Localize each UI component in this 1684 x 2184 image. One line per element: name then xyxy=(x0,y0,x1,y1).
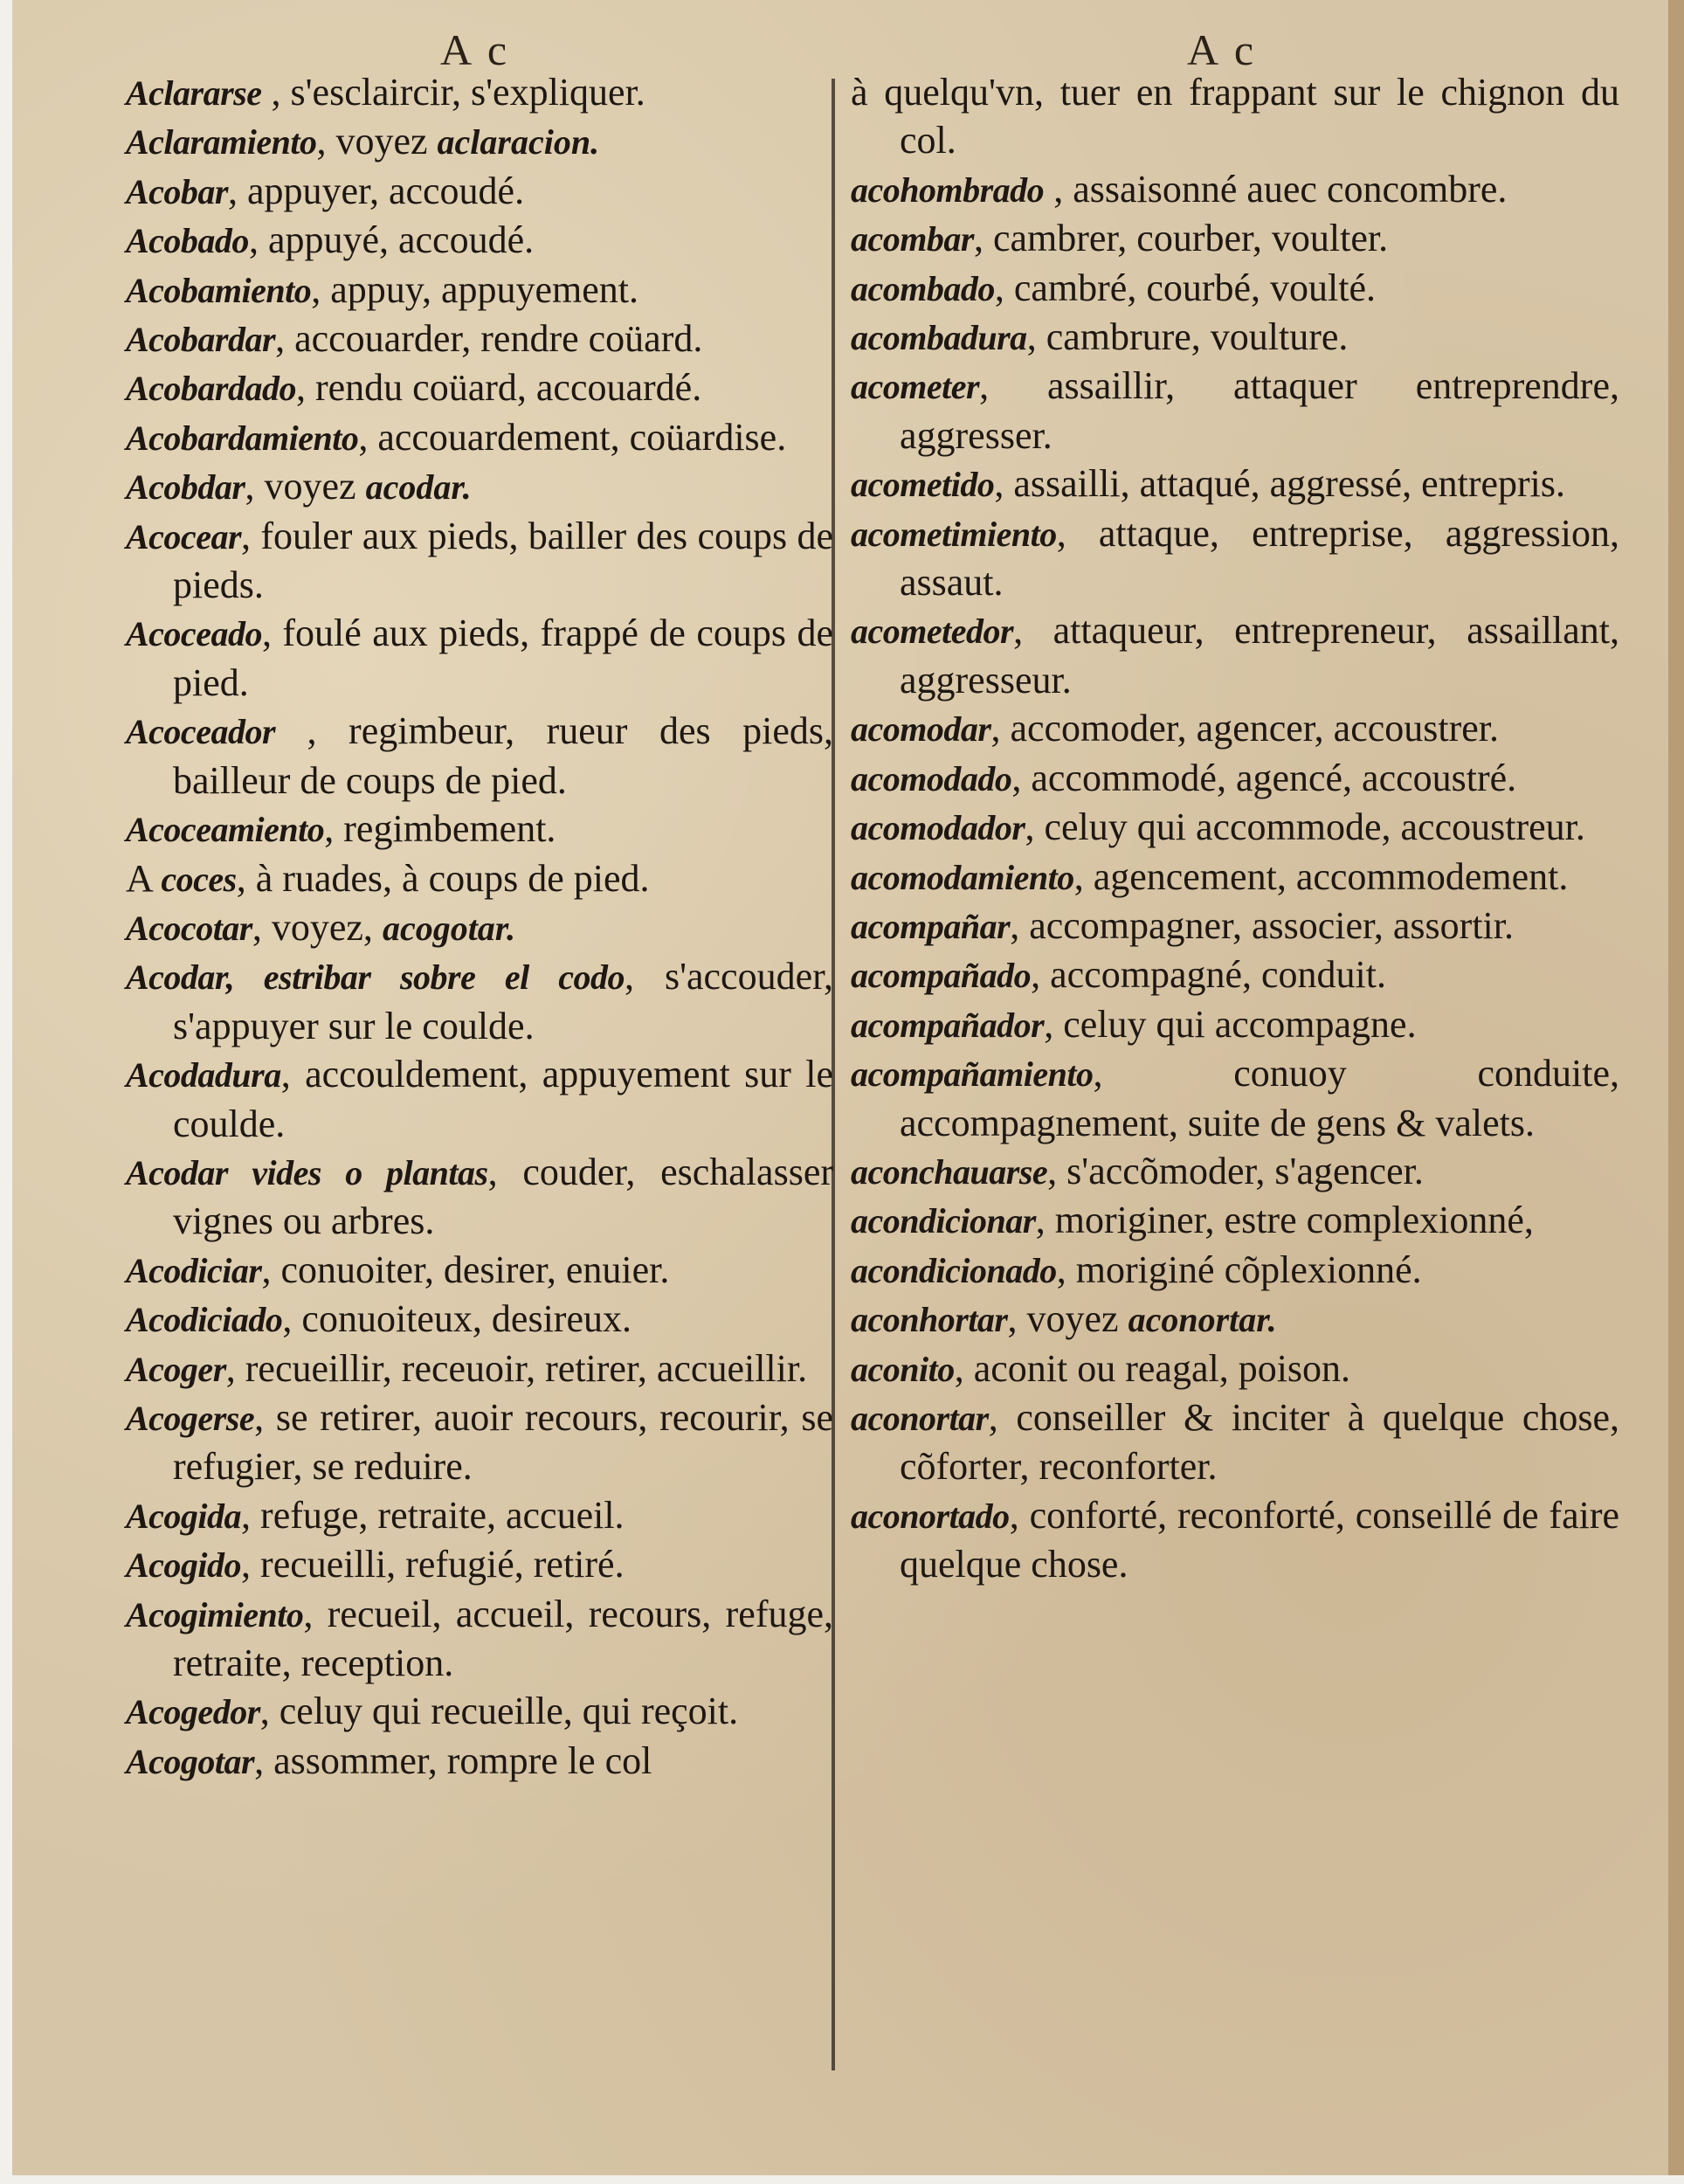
definition: , celuy qui recueille, qui reçoit. xyxy=(259,1690,739,1733)
cross-reference: aclaracion. xyxy=(437,122,600,162)
definition: , fouler aux pieds, bailler des coups de pieds. xyxy=(173,514,833,607)
headword: Acocotar xyxy=(126,908,252,948)
left-column-header: A c xyxy=(440,25,511,74)
headword: Acobado xyxy=(126,221,249,261)
dictionary-entry xyxy=(851,1049,1619,1147)
definition: , accomoder, agencer, accoustrer. xyxy=(990,707,1500,750)
definition: , accouardement, coüardise. xyxy=(358,415,787,459)
definition: , moriginé cõplexionné. xyxy=(1056,1248,1422,1291)
headword: acomodador xyxy=(851,808,1025,848)
definition: , agencement, accommodement. xyxy=(1073,854,1569,898)
dictionary-entry xyxy=(126,854,833,903)
definition: , se retirer, auoir recours, recourir, se refugier, se reduire. xyxy=(173,1395,833,1489)
definition: , conuoy conduite, accompagnement, suite de gens & valets. xyxy=(900,1052,1619,1144)
dictionary-entry xyxy=(851,902,1619,950)
dictionary-entry xyxy=(851,460,1619,508)
dictionary-entry xyxy=(851,803,1619,852)
dictionary-entry xyxy=(126,1737,833,1786)
headword: Acodadura xyxy=(126,1055,281,1095)
definition: , voyez xyxy=(1007,1297,1128,1341)
dictionary-entry xyxy=(126,1393,833,1491)
headword: aconortado xyxy=(851,1496,1010,1536)
definition: , couder, eschalasser vignes ou arbres. xyxy=(173,1150,834,1243)
headword: Acobar xyxy=(126,171,228,211)
definition: , rendu coüard, accouardé. xyxy=(296,366,702,410)
headword: acondicionar xyxy=(851,1201,1036,1241)
definition: , conseiller & inciter à quelque chose, cõforter, reconforter. xyxy=(900,1395,1619,1489)
headword: Acogido xyxy=(126,1545,242,1586)
definition: , accouldement, appuyement sur le coulde. xyxy=(173,1053,833,1145)
headword: acombado xyxy=(851,268,995,308)
dictionary-entry xyxy=(126,314,833,363)
headword: acometido xyxy=(851,465,995,505)
definition: , voyez xyxy=(316,120,438,163)
cross-reference: aconortar. xyxy=(1128,1300,1277,1340)
dictionary-entry xyxy=(126,167,833,216)
definition: , foulé aux pieds, frappé de coups de pied. xyxy=(173,612,833,704)
definition: , appuyé, accoudé. xyxy=(248,218,535,262)
definition: , attaqueur, entrepreneur, assaillant, aggresseur. xyxy=(900,609,1619,702)
dictionary-entry xyxy=(126,1148,833,1246)
dictionary-entry xyxy=(126,1687,833,1736)
headword: Acogida xyxy=(126,1496,242,1536)
definition: , à ruades, à coups de pied. xyxy=(236,856,650,900)
headword: acometimiento xyxy=(851,514,1057,554)
headword: Acodar vides o plantas xyxy=(126,1152,488,1192)
right-column-header: A c xyxy=(1187,25,1258,74)
cross-reference: acodar. xyxy=(365,467,472,508)
headword: Acodiciar xyxy=(126,1250,262,1290)
definition: , accompagné, conduit. xyxy=(1031,953,1386,997)
headword: acombar xyxy=(851,219,974,259)
dictionary-entry xyxy=(851,1196,1619,1245)
definition: , regimbement. xyxy=(324,807,556,851)
headword: aconito xyxy=(851,1349,955,1389)
headword: acometer xyxy=(851,367,980,407)
headword: Acobardado xyxy=(126,369,296,409)
headword: Acogerse xyxy=(126,1398,255,1438)
headword: acondicionado xyxy=(851,1250,1057,1290)
definition: , refuge, retraite, accueil. xyxy=(241,1493,625,1537)
definition: , aconit ou reagal, poison. xyxy=(954,1346,1351,1390)
dictionary-entry xyxy=(126,609,833,707)
dictionary-entry xyxy=(126,266,833,314)
page-edge xyxy=(1668,0,1684,2175)
definition: , s'accõmoder, s'agencer. xyxy=(1047,1149,1424,1192)
definition: , voyez xyxy=(245,465,366,508)
headword: acometedor xyxy=(851,612,1014,652)
headword: Acobardamiento xyxy=(126,418,359,458)
headword: Acogedor xyxy=(126,1692,260,1732)
definition: , voyez, xyxy=(252,905,383,949)
headword: Acodiciado xyxy=(126,1300,283,1340)
dictionary-entry xyxy=(126,216,833,265)
definition: , conuoiter, desirer, enuier. xyxy=(261,1248,670,1291)
headword: acomodamiento xyxy=(851,857,1074,897)
headword: aconchauarse xyxy=(851,1151,1048,1192)
dictionary-entry xyxy=(126,1050,833,1148)
definition: , conforté, reconforté, conseillé de faire quelque chose. xyxy=(900,1493,1619,1586)
headword: acombadura xyxy=(851,318,1027,358)
headword: acompañado xyxy=(851,956,1032,996)
definition: , cambrer, courber, voulter. xyxy=(973,217,1389,260)
dictionary-entry xyxy=(126,117,833,166)
headword: Acodar, estribar sobre el codo xyxy=(126,957,625,998)
entry-prefix: A xyxy=(126,856,162,900)
dictionary-entry xyxy=(851,313,1619,362)
headword: acomodar xyxy=(851,709,991,750)
dictionary-entry xyxy=(851,1000,1619,1049)
definition: à quelqu'vn, tuer en frappant sur le chignon du col. xyxy=(851,71,1619,162)
dictionary-entry xyxy=(851,950,1619,999)
headword: Aclaramiento xyxy=(126,122,317,162)
dictionary-entry xyxy=(851,1393,1619,1491)
headword: Acoger xyxy=(126,1349,226,1389)
dictionary-entry xyxy=(851,68,1619,165)
dictionary-entry xyxy=(126,413,833,462)
dictionary-entry xyxy=(126,1246,833,1295)
dictionary-entry xyxy=(851,754,1619,803)
definition: , cambré, courbé, voulté. xyxy=(994,266,1377,309)
headword: coces xyxy=(161,859,237,899)
headword: Acobardar xyxy=(126,320,276,360)
definition: , assaillir, attaquer entreprendre, aggresser. xyxy=(900,364,1619,457)
definition: , celuy qui accommode, accoustreur. xyxy=(1025,805,1585,849)
headword: Acoceador xyxy=(126,712,276,752)
definition: , appuy, appuyement. xyxy=(311,267,638,311)
right-column xyxy=(851,68,1619,1589)
dictionary-entry xyxy=(126,1344,833,1393)
definition: , cambrure, voulture. xyxy=(1026,315,1349,359)
dictionary-entry xyxy=(851,1295,1619,1344)
definition: , attaque, entreprise, aggression, assaut. xyxy=(900,511,1619,605)
dictionary-entry xyxy=(851,509,1619,607)
dictionary-entry xyxy=(126,1540,833,1589)
dictionary-entry xyxy=(126,1590,833,1688)
dictionary-entry xyxy=(126,462,833,511)
dictionary-entry xyxy=(851,362,1619,460)
definition: , s'accouder, s'appuyer sur le coulde. xyxy=(173,955,834,1047)
dictionary-entry xyxy=(126,68,833,117)
definition: , assommer, rompre le col xyxy=(254,1738,652,1782)
definition: , accompagner, associer, assortir. xyxy=(1010,903,1514,947)
dictionary-page xyxy=(12,0,1684,2175)
dictionary-entry xyxy=(126,1295,833,1344)
headword: aconhortar xyxy=(851,1300,1008,1340)
headword: Acocear xyxy=(126,516,242,556)
headword: Acoceado xyxy=(126,614,262,654)
definition: , assailli, attaqué, aggressé, entrepris. xyxy=(994,462,1566,506)
dictionary-entry xyxy=(851,704,1619,753)
definition: , recueillir, receuoir, retirer, accueillir. xyxy=(225,1346,808,1390)
dictionary-entry xyxy=(851,214,1619,263)
headword: acompañar xyxy=(851,906,1011,946)
dictionary-entry xyxy=(851,1147,1619,1196)
dictionary-entry xyxy=(851,264,1619,313)
dictionary-entry xyxy=(851,606,1619,704)
definition: , assaisonné auec concombre. xyxy=(1044,167,1508,211)
definition: , conuoiteux, desireux. xyxy=(282,1297,632,1341)
dictionary-entry xyxy=(851,1344,1619,1393)
headword: Acobdar xyxy=(126,467,245,508)
dictionary-entry xyxy=(126,363,833,412)
dictionary-entry xyxy=(126,952,833,1050)
cross-reference: acogotar. xyxy=(382,908,516,948)
definition: , recueilli, refugié, retiré. xyxy=(241,1543,625,1586)
dictionary-entry xyxy=(126,903,833,952)
dictionary-entry xyxy=(126,805,833,854)
headword: acohombrado xyxy=(851,169,1045,210)
definition: , celuy qui accompagne. xyxy=(1044,1002,1417,1046)
dictionary-entry xyxy=(851,165,1619,214)
definition: , regimbeur, rueur des pieds, bailleur de coups de pied. xyxy=(173,709,833,802)
headword: Aclararse xyxy=(126,73,262,113)
headword: Acogotar xyxy=(126,1741,255,1781)
headword: acompañamiento xyxy=(851,1054,1094,1095)
dictionary-entry xyxy=(126,512,833,610)
headword: Acobamiento xyxy=(126,270,312,310)
headword: aconortar xyxy=(851,1398,989,1438)
definition: , appuyer, accoudé. xyxy=(228,169,525,212)
headword: Acoceamiento xyxy=(126,810,325,850)
left-column xyxy=(126,68,833,1786)
definition: , moriginer, estre complexionné, xyxy=(1035,1199,1534,1242)
dictionary-entry xyxy=(851,853,1619,902)
dictionary-entry xyxy=(126,1491,833,1540)
definition: , accommodé, agencé, accoustré. xyxy=(1011,756,1517,799)
headword: acomodado xyxy=(851,758,1012,798)
dictionary-entry xyxy=(851,1246,1619,1295)
headword: acompañador xyxy=(851,1005,1045,1045)
definition: , recueil, accueil, recours, refuge, retraite, reception. xyxy=(173,1592,833,1684)
dictionary-entry xyxy=(851,1491,1619,1589)
definition: , accouarder, rendre coüard. xyxy=(275,317,703,361)
definition: , s'esclaircir, s'expliquer. xyxy=(261,71,645,114)
headword: Acogimiento xyxy=(126,1594,304,1635)
dictionary-entry xyxy=(126,707,833,805)
